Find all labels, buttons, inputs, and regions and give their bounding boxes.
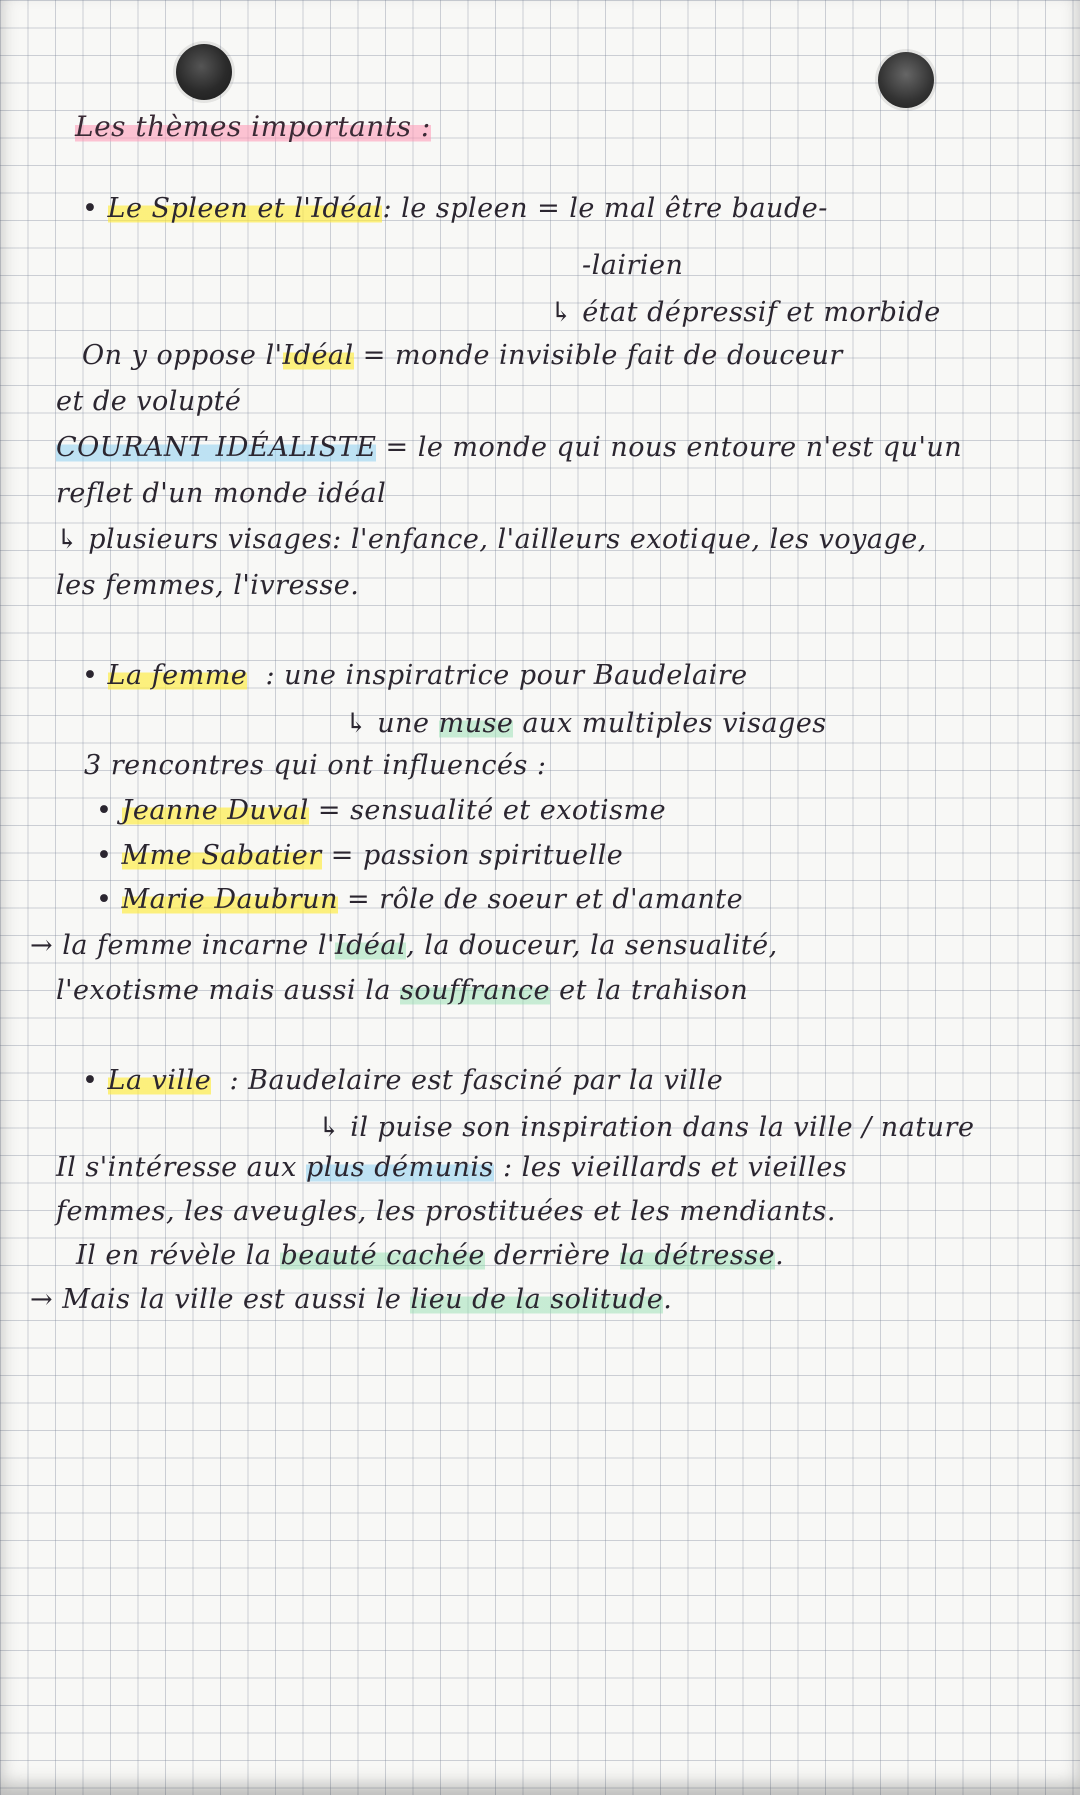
femme-conclusion-2 [56,975,748,1006]
femme-heading: La femme [107,660,248,691]
femme-c2a: l'exotisme mais aussi la [56,975,401,1006]
spleen-line-6b: = le monde qui nous entoure n'est qu'un [376,432,963,463]
femme-c1a: → la femme incarne l' [30,930,335,961]
binder-hole-right [878,52,934,108]
page-title [75,110,431,143]
spleen-line-5: et de volupté [56,386,242,417]
ville-line-3 [56,1152,847,1183]
femme-conclusion-1 [30,930,778,961]
femme-line-2c: aux multiples visages [513,708,827,739]
ville-heading-line: • La ville : Baudelaire est fasciné par la ville [82,1065,724,1096]
ville-line-3c: : les vieillards et vieilles [493,1152,848,1183]
ville-line-5c: derrière [484,1240,620,1271]
solitude-highlight: lieu de la solitude [410,1284,664,1315]
spleen-line-9: les femmes, l'ivresse. [56,570,360,601]
ville-line-5e: . [775,1240,785,1271]
femme-line-1: : une inspiratrice pour Baudelaire [265,660,748,691]
spleen-line-4a: On y oppose l' [82,340,283,371]
spleen-heading: Le Spleen et l'Idéal [107,193,383,224]
jeanne-duval: Jeanne Duval [121,795,309,826]
femme-person-1: • Jeanne Duval = sensualité et exotisme [96,795,667,826]
spleen-heading-line: • Le Spleen et l'Idéal: le spleen = le mal être baude- [82,193,828,224]
title-text: Les thèmes importants : [75,110,431,143]
ideal-highlight-2: Idéal [334,930,407,961]
ville-line-6c: . [663,1284,673,1315]
femme-line-3: 3 rencontres qui ont influencés : [84,750,547,781]
ville-line-3a: Il s'intéresse aux [56,1152,306,1183]
muse-highlight: muse [438,708,514,739]
spleen-line-6 [56,432,962,463]
ville-line-5a: Il en révèle la [76,1240,281,1271]
ville-line-1: : Baudelaire est fasciné par la ville [229,1065,724,1096]
spleen-line-4c: = monde invisible fait de douceur [353,340,843,371]
femme-person-3b: = rôle de soeur et d'amante [337,884,744,915]
femme-line-2a: ↳ une [345,708,439,739]
femme-heading-line: • La femme : une inspiratrice pour Baudelaire [82,660,748,691]
femme-c2c: et la trahison [550,975,749,1006]
spleen-line-4 [82,340,843,371]
courant-idealiste: COURANT IDÉALISTE [56,432,377,463]
ville-heading: La ville [107,1065,212,1096]
spleen-line-3: ↳ état dépressif et morbide [550,297,941,328]
ville-line-6a: → Mais la ville est aussi le [30,1284,411,1315]
femme-line-2 [345,708,827,739]
ville-line-2: ↳ il puise son inspiration dans la ville / nature [318,1112,975,1143]
spleen-line-2: -lairien [582,250,684,281]
ville-line-6 [30,1284,672,1315]
femme-person-2b: = passion spirituelle [321,840,624,871]
spleen-line-7: reflet d'un monde idéal [56,478,387,509]
spleen-definition: : le spleen = le mal être baude- [382,193,828,224]
femme-person-1b: = sensualité et exotisme [308,795,667,826]
ville-line-5 [76,1240,784,1271]
ideal-highlight: Idéal [282,340,354,371]
femme-person-2: • Mme Sabatier = passion spirituelle [96,840,624,871]
spleen-line-8: ↳ plusieurs visages: l'enfance, l'ailleurs exotique, les voyage, [56,524,927,555]
femme-c1c: , la douceur, la sensualité, [406,930,778,961]
mme-sabatier: Mme Sabatier [121,840,322,871]
ville-line-4: femmes, les aveugles, les prostituées et les mendiants. [56,1196,836,1227]
marie-daubrun: Marie Daubrun [121,884,338,915]
souffrance-highlight: souffrance [400,975,551,1006]
beaute-cachee-highlight: beauté cachée [280,1240,485,1271]
binder-hole-left [176,44,232,100]
plus-demunis-highlight: plus démunis [305,1152,494,1183]
detresse-highlight: la détresse [619,1240,776,1271]
femme-person-3: • Marie Daubrun = rôle de soeur et d'amante [96,884,744,915]
